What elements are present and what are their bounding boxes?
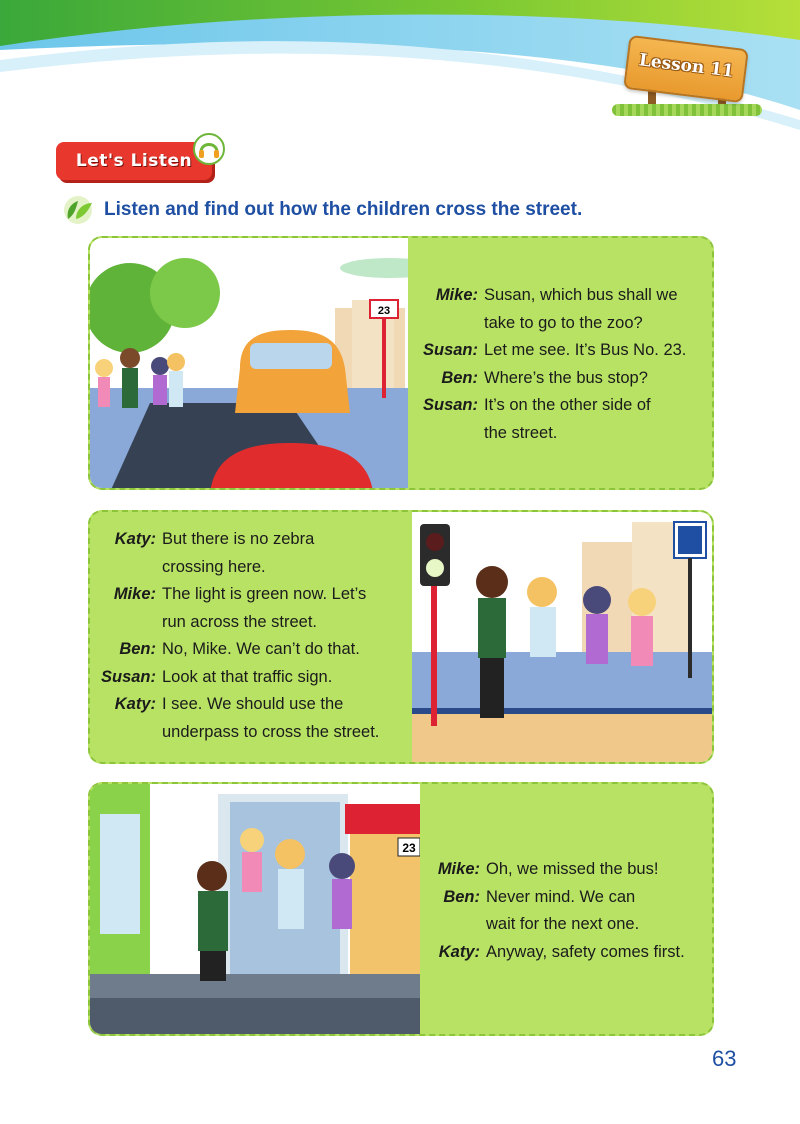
speech: Susan, which bus shall we take to go to the zoo?: [484, 286, 678, 332]
dialogue-line: [90, 691, 379, 746]
dialogue-3: [422, 856, 685, 966]
speaker: Susan:: [422, 396, 478, 414]
dialogue-2: [90, 526, 379, 746]
speech: Look at that traffic sign.: [162, 667, 333, 686]
speech: Where’s the bus stop?: [484, 368, 648, 387]
speaker: Ben:: [443, 887, 480, 906]
dialogue-panel-2: [88, 510, 714, 764]
dialogue-line: [90, 664, 379, 692]
speech: I see. We should use the underpass to cross the street.: [162, 695, 380, 741]
dialogue-line: [422, 884, 685, 939]
dialogue-line: [410, 337, 686, 365]
speaker: Mike:: [113, 585, 156, 603]
bus-stop-number: 23: [402, 841, 416, 855]
leaf-icon: [60, 195, 96, 225]
speaker: Mike:: [435, 286, 478, 304]
headphones-icon: [192, 132, 226, 166]
lesson-label: Lesson 11: [637, 50, 735, 82]
speech: Oh, we missed the bus!: [486, 860, 659, 878]
dialogue-line: [410, 365, 686, 393]
speech: Let me see. It’s Bus No. 23.: [484, 341, 687, 359]
bus-stop-number: 23: [377, 305, 391, 317]
page-number: 63: [712, 1046, 737, 1071]
speaker: Katy:: [114, 530, 156, 548]
instruction: [60, 195, 582, 225]
dialogue-panel-1: [88, 236, 714, 490]
dialogue-line: [90, 581, 379, 636]
dialogue-line: [422, 856, 685, 884]
speech: Anyway, safety comes first.: [486, 942, 685, 961]
speaker: Mike:: [437, 860, 480, 878]
speech: Never mind. We can wait for the next one.: [486, 887, 640, 933]
dialogue-line: [410, 282, 686, 337]
speaker: Katy:: [114, 695, 156, 713]
speech: The light is green now. Let’s run across the street.: [162, 585, 367, 631]
speech: But there is no zebra crossing here.: [162, 530, 315, 576]
section-label: Let's Listen: [75, 151, 193, 171]
dialogue-line: [410, 392, 686, 447]
speaker: Ben:: [441, 368, 478, 387]
dialogue-1: [410, 282, 686, 447]
instruction-text: Listen and find out how the children cross the street.: [104, 199, 583, 220]
dialogue-line: [90, 526, 379, 581]
speech: No, Mike. We can’t do that.: [162, 640, 360, 658]
street-scene-illustration: [90, 238, 408, 490]
speaker: Ben:: [119, 640, 156, 658]
dialogue-line: [422, 939, 685, 967]
speaker: Katy:: [438, 942, 480, 961]
dialogue-panel-3: [88, 782, 714, 1036]
lets-listen-banner: [56, 136, 226, 188]
traffic-light-scene-illustration: [412, 512, 714, 764]
dialogue-line: [90, 636, 379, 664]
lesson-sign-icon: [612, 28, 762, 118]
bus-stop-scene-illustration: [90, 784, 420, 1036]
speech: It’s on the other side of the street.: [484, 396, 651, 442]
speaker: Susan:: [422, 341, 478, 359]
speaker: Susan:: [100, 667, 156, 686]
